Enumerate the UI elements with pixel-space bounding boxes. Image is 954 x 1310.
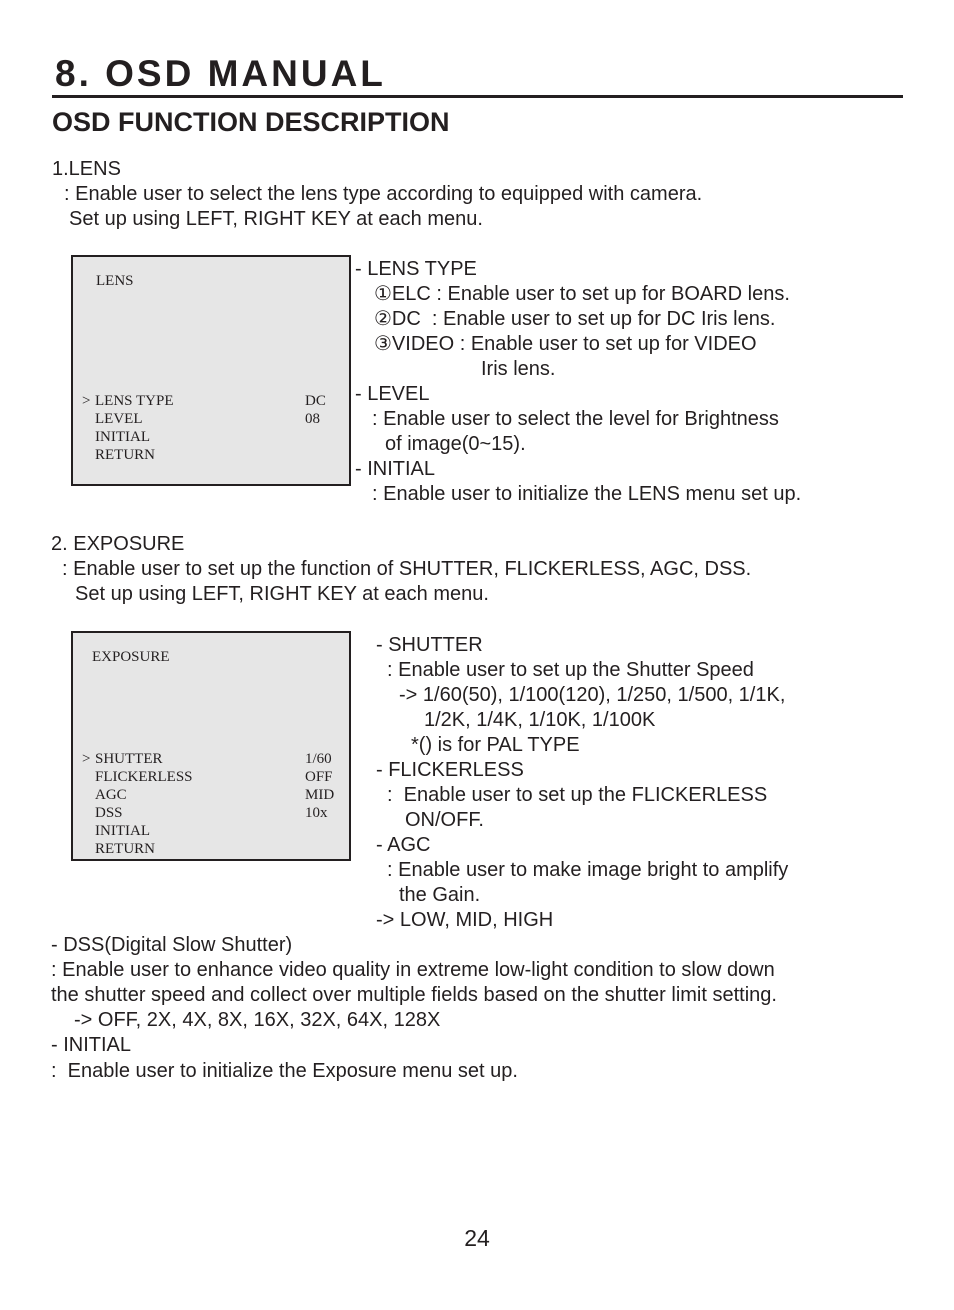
dss-desc-line: : Enable user to enhance video quality in extreme low-light condition to slow down — [51, 959, 775, 981]
lens-desc-line: Iris lens. — [481, 358, 556, 380]
lens-intro-line: : Enable user to select the lens type according to equipped with camera. — [64, 183, 703, 205]
osd-item-value: 1/60 — [305, 751, 332, 767]
osd-item-label: DSS — [95, 805, 123, 821]
lens-intro-line: Set up using LEFT, RIGHT KEY at each menu. — [69, 208, 483, 230]
osd-item-label: INITIAL — [95, 823, 150, 839]
dss-desc-line: -> OFF, 2X, 4X, 8X, 16X, 32X, 64X, 128X — [74, 1009, 441, 1031]
lens-desc-line: - INITIAL — [355, 458, 436, 480]
osd-menu-title: LENS — [96, 273, 134, 289]
lens-desc-line: of image(0~15). — [385, 433, 526, 455]
lens-desc-line: ①ELC : Enable user to set up for BOARD lens. — [374, 283, 790, 305]
section-title: OSD FUNCTION DESCRIPTION — [52, 107, 450, 137]
lens-desc-line: : Enable user to initialize the LENS menu set up. — [372, 483, 802, 505]
dss-desc-line: the shutter speed and collect over multiple fields based on the shutter limit setting. — [51, 984, 777, 1006]
lens-desc-line: - LEVEL — [355, 383, 430, 405]
exposure-osd-screen — [71, 631, 351, 861]
osd-item-label: RETURN — [95, 447, 155, 463]
exposure-desc-line: - FLICKERLESS — [376, 759, 524, 781]
osd-item-label: AGC — [95, 787, 127, 803]
initial-desc-line: - INITIAL — [51, 1034, 132, 1056]
exposure-intro-line: : Enable user to set up the function of SHUTTER, FLICKERLESS, AGC, DSS. — [62, 558, 752, 580]
osd-item-value: MID — [305, 787, 335, 803]
osd-item-value: DC — [305, 393, 326, 409]
exposure-desc-line: the Gain. — [399, 884, 481, 906]
exposure-desc-line: -> LOW, MID, HIGH — [376, 909, 554, 931]
exposure-desc-line: - SHUTTER — [376, 634, 483, 656]
osd-menu-title: EXPOSURE — [92, 649, 170, 665]
page-number: 24 — [464, 1225, 490, 1251]
exposure-desc-line: : Enable user to set up the FLICKERLESS — [387, 784, 768, 806]
osd-item-value: OFF — [305, 769, 333, 785]
lens-desc-line: ②DC : Enable user to set up for DC Iris lens. — [374, 308, 776, 330]
lens-desc-line: - LENS TYPE — [355, 258, 477, 280]
osd-item-value: 10x — [305, 805, 328, 821]
osd-cursor: > — [82, 751, 91, 767]
osd-item-label: SHUTTER — [95, 751, 163, 767]
exposure-heading: 2. EXPOSURE — [51, 533, 185, 555]
exposure-desc-line: : Enable user to set up the Shutter Speed — [387, 659, 754, 681]
osd-cursor: > — [82, 393, 91, 409]
exposure-desc-line: - AGC — [376, 834, 431, 856]
exposure-desc-line: -> 1/60(50), 1/100(120), 1/250, 1/500, 1/1K, — [399, 684, 786, 706]
osd-item-label: FLICKERLESS — [95, 769, 193, 785]
initial-desc-line: : Enable user to initialize the Exposure menu set up. — [51, 1060, 518, 1082]
exposure-desc-line: 1/2K, 1/4K, 1/10K, 1/100K — [424, 709, 656, 731]
osd-item-value: 08 — [305, 411, 320, 427]
osd-item-label: INITIAL — [95, 429, 150, 445]
title-divider — [52, 95, 903, 98]
dss-desc-line: - DSS(Digital Slow Shutter) — [51, 934, 293, 956]
exposure-desc-line: : Enable user to make image bright to amplify — [387, 859, 789, 881]
lens-desc-line: ③VIDEO : Enable user to set up for VIDEO — [374, 333, 757, 355]
osd-item-label: RETURN — [95, 841, 155, 857]
lens-osd-screen — [71, 255, 351, 486]
osd-item-label: LENS TYPE — [95, 393, 174, 409]
exposure-intro-line: Set up using LEFT, RIGHT KEY at each menu. — [75, 583, 489, 605]
page-title: 8. OSD MANUAL — [55, 53, 386, 94]
osd-item-label: LEVEL — [95, 411, 143, 427]
exposure-desc-line: ON/OFF. — [405, 809, 484, 831]
lens-desc-line: : Enable user to select the level for Brightness — [372, 408, 779, 430]
lens-heading: 1.LENS — [52, 158, 121, 180]
exposure-desc-line: *() is for PAL TYPE — [411, 734, 580, 756]
